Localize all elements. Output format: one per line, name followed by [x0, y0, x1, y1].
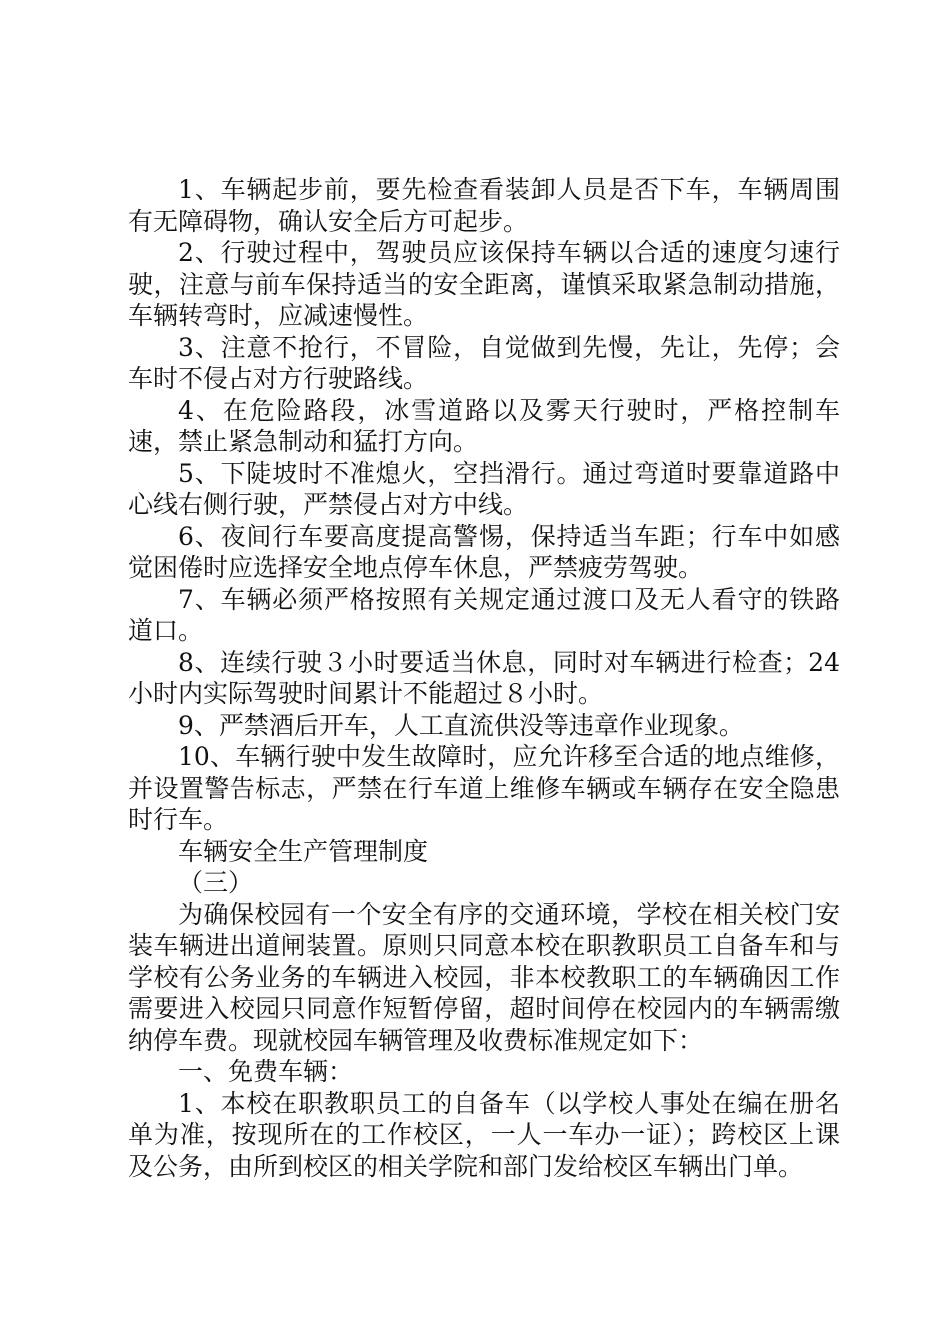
document-body: [128, 174, 840, 1182]
paragraph-rule-6: 6、夜间行车要高度提高警惕，保持适当车距；行车中如感觉困倦时应选择安全地点停车休息，严禁疲劳驾驶。: [128, 521, 840, 582]
section-number: （三）: [178, 868, 254, 897]
paragraph-rule-7: 7、车辆必须严格按照有关规定通过渡口及无人看守的铁路道口。: [128, 584, 840, 645]
paragraph-rule-4: 4、在危险路段，冰雪道路以及雾天行驶时，严格控制车速，禁止紧急制动和猛打方向。: [128, 395, 840, 456]
paragraph-rule-1: 1、车辆起步前，要先检查看装卸人员是否下车，车辆周围有无障碍物，确认安全后方可起步。: [128, 175, 840, 236]
paragraph-intro: 为确保校园有一个安全有序的交通环境，学校在相关校门安装车辆进出道闸装置。原则只同意本校在职教职员工自备车和与学校有公务业务的车辆进入校园，非本校教职工的车辆确因工作需要进入校园只同意作短暂停留，超时间停在校园内的车辆需缴纳停车费。现就校园车辆管理及收费标准规定如下：: [128, 899, 840, 1055]
paragraph-rule-9: 9、严禁酒后开车，人工直流供没等违章作业现象。: [178, 710, 744, 740]
subheading-free-vehicles: 一、免费车辆：: [178, 1057, 354, 1086]
paragraph-rule-8: 8、连续行驶３小时要适当休息，同时对车辆进行检查；24小时内实际驾驶时间累计不能超过８小时。: [128, 647, 840, 708]
section-heading: 车辆安全生产管理制度: [178, 836, 429, 866]
paragraph-rule-2: 2、行驶过程中，驾驶员应该保持车辆以合适的速度匀速行驶，注意与前车保持适当的安全距离，谨慎采取紧急制动措施，车辆转弯时，应减速慢性。: [128, 238, 840, 330]
paragraph-free-vehicle-1: 1、本校在职教职员工的自备车（以学校人事处在编在册名单为准，按现所在的工作校区，一人一车办一证）；跨校区上课及公务，由所到校区的相关学院和部门发给校区车辆出门单。: [128, 1088, 840, 1181]
paragraph-rule-10: 10、车辆行驶中发生故障时，应允许移至合适的地点维修，并设置警告标志，严禁在行车道上维修车辆或车辆存在安全隐患时行车。: [128, 742, 840, 834]
paragraph-rule-5: 5、下陡坡时不准熄火，空挡滑行。通过弯道时要靠道路中心线右侧行驶，严禁侵占对方中线。: [128, 458, 840, 519]
paragraph-rule-3: 3、注意不抢行，不冒险，自觉做到先慢，先让，先停；会车时不侵占对方行驶路线。: [128, 332, 840, 393]
